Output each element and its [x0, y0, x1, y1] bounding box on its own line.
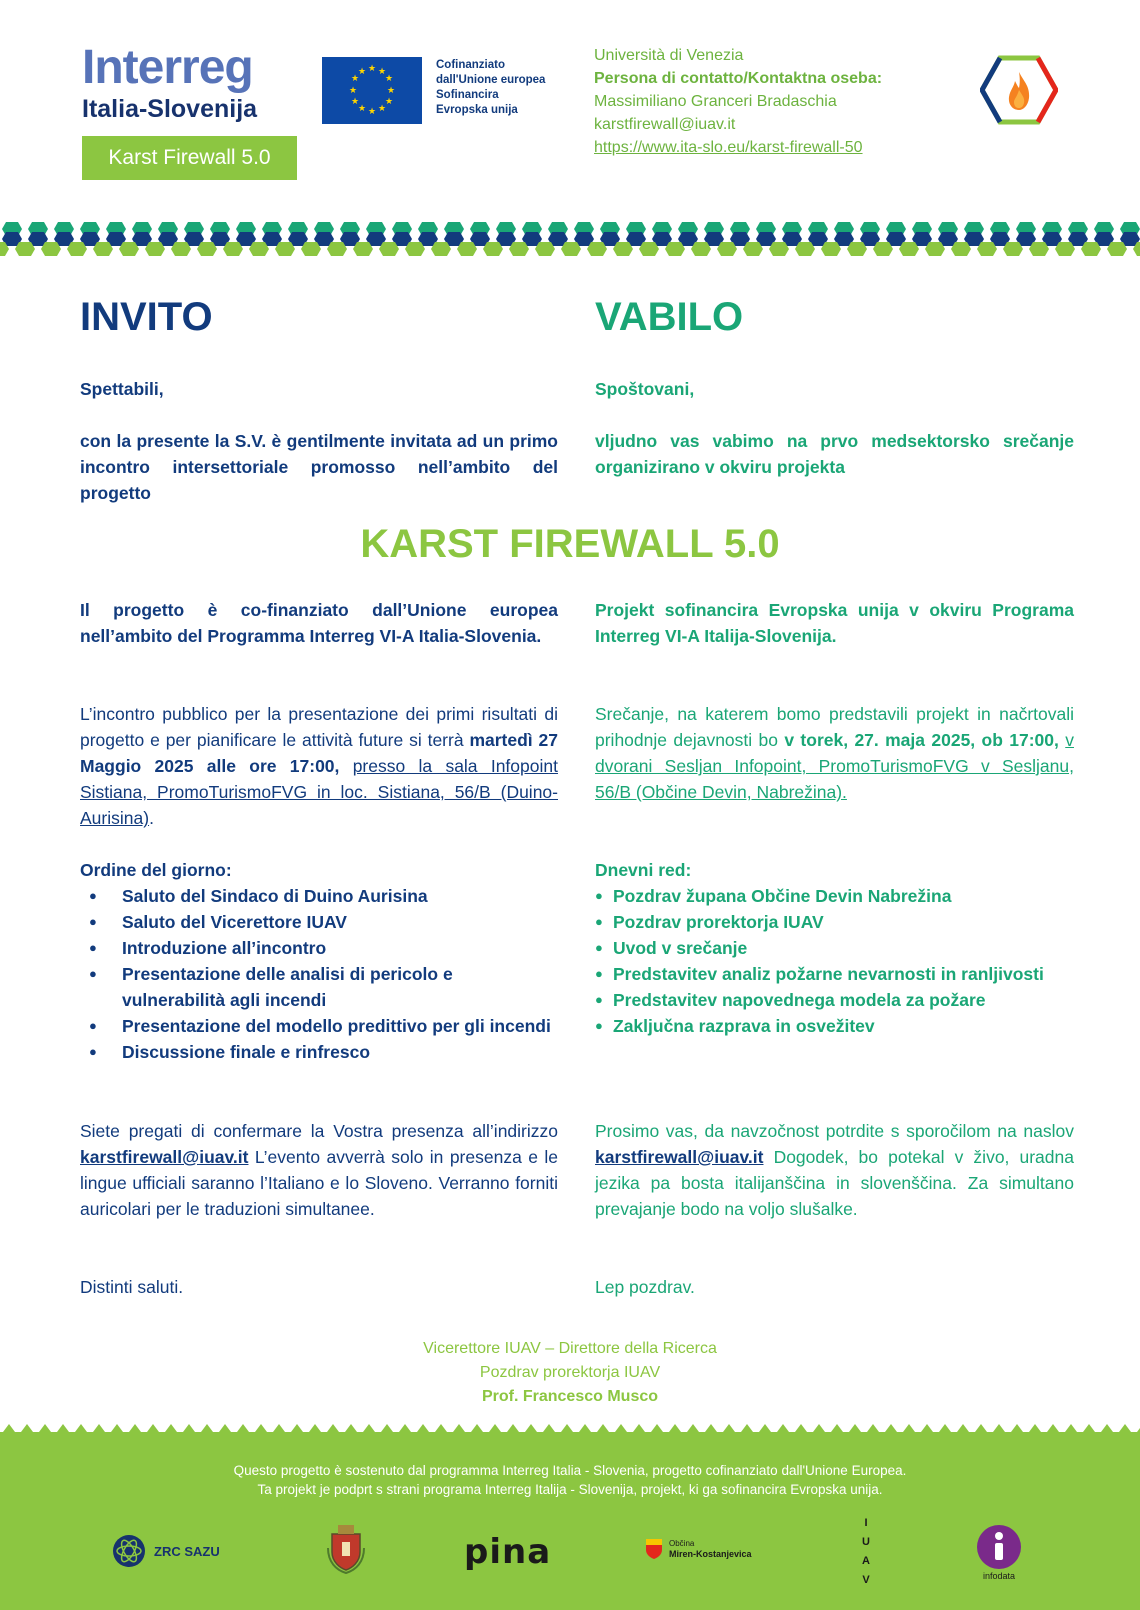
svg-text:★: ★: [350, 96, 360, 106]
funding-sl: Projekt sofinancira Evropska unija v okviru Programa Interreg VI-A Italija-Slovenija.: [595, 600, 1074, 646]
list-item: ● Predstavitev napovednega modela za požare: [595, 987, 1074, 1013]
karst-firewall-hex-logo: [980, 54, 1058, 131]
eu-line-1: Cofinanziato: [436, 59, 505, 71]
svg-text:★: ★: [357, 66, 367, 76]
rsvp-it: [80, 1118, 558, 1222]
institution: Università di Venezia: [594, 47, 744, 64]
iuav-letter: A: [862, 1555, 870, 1567]
duino-aurisina-crest-logo: [326, 1522, 366, 1579]
zrc-sazu-label: ZRC SAZU: [154, 1543, 220, 1559]
agenda-it-list: [80, 883, 558, 1065]
list-item: ● Pozdrav župana Občine Devin Nabrežina: [595, 883, 1074, 909]
project-badge: Karst Firewall 5.0: [82, 136, 297, 180]
list-item: ● Discussione finale e rinfresco: [80, 1039, 558, 1065]
meeting-it: [80, 701, 558, 831]
signature-name: Prof. Francesco Musco: [481, 1388, 659, 1405]
list-item: ● Presentazione del modello predittivo per gli incendi: [80, 1013, 558, 1039]
meeting-sl-pre: Srečanje, na katerem bomo predstavili projekt in načrtovali prihodnje dejavnosti bo: [595, 704, 1074, 750]
salutation-sl: Spoštovani,: [595, 379, 695, 399]
list-item: ● Zaključna razprava in osvežitev: [595, 1013, 1074, 1039]
svg-text:★: ★: [357, 103, 367, 113]
iuav-letter: I: [864, 1517, 868, 1529]
agenda-sl-title: Dnevni red:: [595, 860, 692, 880]
svg-text:★: ★: [384, 96, 394, 106]
obcina-shield-icon: [645, 1538, 663, 1560]
fire-hexagon-icon: [980, 54, 1058, 126]
meeting-it-place: presso la sala Infopoint Sistiana, PromoTurismoFVG in loc. Sistiana, 56/B (Duino-Aurisina): [80, 756, 558, 828]
list-item: ● Pozdrav prorektorja IUAV: [595, 909, 1074, 935]
eu-line-2: dall'Unione europea: [436, 74, 546, 86]
svg-text:★: ★: [350, 73, 360, 83]
eu-line-4: Evropska unija: [436, 104, 518, 116]
pina-logo: pina: [464, 1532, 552, 1572]
meeting-it-end: .: [149, 808, 154, 828]
eu-flag-icon: [322, 57, 422, 124]
intro-sl: vljudno vas vabimo na prvo medsektorsko srečanje organizirano v okviru projekta: [595, 431, 1074, 477]
agenda-sl: [595, 857, 1074, 1039]
list-item: ● Predstavitev analiz požarne nevarnosti in ranljivosti: [595, 961, 1074, 987]
rsvp-email-link-sl[interactable]: karstfirewall@iuav.it: [595, 1147, 764, 1167]
contact-email[interactable]: karstfirewall@iuav.it: [594, 116, 736, 133]
svg-text:★: ★: [377, 66, 387, 76]
meeting-sl-date: v torek, 27. maja 2025, ob 17:00,: [784, 730, 1059, 750]
municipal-crest-icon: [326, 1522, 366, 1574]
agenda-it-title: Ordine del giorno:: [80, 860, 232, 880]
iuav-letter: U: [862, 1536, 870, 1548]
rsvp-sl-pre: Prosimo vas, da navzočnost potrdite s sporočilom na naslov: [595, 1121, 1074, 1141]
list-item: ● Saluto del Sindaco di Duino Aurisina: [80, 883, 558, 909]
footer-text: [0, 1461, 1140, 1499]
interreg-area: Italia-Slovenija: [82, 95, 258, 123]
footer-line-sl: Ta projekt je podprt s strani programa Interreg Italija - Slovenija, projekt, ki ga sofinancira Evropska unija.: [257, 1482, 883, 1497]
iuav-logo: [857, 1514, 875, 1590]
funding-it: Il progetto è co-finanziato dall’Unione europea nell’ambito del Programma Interreg VI-A Italia-Slovenia.: [80, 600, 558, 646]
obcina-miren-logo: [645, 1538, 752, 1560]
info-i-icon: [976, 1524, 1022, 1570]
svg-text:★: ★: [386, 85, 396, 95]
signature-role-sl: Pozdrav prorektorja IUAV: [479, 1364, 661, 1381]
salutation-it: Spettabili,: [80, 379, 164, 399]
interreg-logo-word: Interreg: [82, 41, 253, 94]
footer-band: [0, 1432, 1140, 1610]
contact-label: Persona di contatto/Kontaktna oseba:: [594, 70, 883, 87]
eu-cofunding-text: [436, 58, 545, 118]
svg-text:★: ★: [367, 63, 377, 73]
heading-vabilo: VABILO: [595, 295, 744, 339]
closing-it: Distinti saluti.: [80, 1277, 184, 1297]
svg-text:★: ★: [377, 103, 387, 113]
decorative-hex-pattern: [0, 220, 1140, 260]
list-item: ● Saluto del Vicerettore IUAV: [80, 909, 558, 935]
project-title: KARST FIREWALL 5.0: [360, 522, 780, 566]
obcina-small-label: Občina: [669, 1539, 695, 1548]
meeting-sl: [595, 701, 1074, 805]
rsvp-sl: [595, 1118, 1074, 1222]
list-item: ● Introduzione all’incontro: [80, 935, 558, 961]
footer-wave-edge: [0, 1422, 1140, 1436]
eu-line-3: Sofinancira: [436, 89, 499, 101]
svg-text:★: ★: [367, 106, 377, 116]
svg-text:★: ★: [348, 85, 358, 95]
agenda-it: [80, 857, 558, 1065]
rsvp-it-pre: Siete pregati di confermare la Vostra presenza all’indirizzo: [80, 1121, 558, 1141]
rsvp-email-link-it[interactable]: karstfirewall@iuav.it: [80, 1147, 249, 1167]
iuav-letter: V: [862, 1574, 870, 1586]
agenda-sl-list: [595, 883, 1074, 1039]
obcina-text: [669, 1538, 752, 1560]
contact-name: Massimiliano Granceri Bradaschia: [594, 93, 837, 110]
meeting-it-pre: L’incontro pubblico per la presentazione dei primi risultati di progetto e per pianificare le attività future si terrà: [80, 704, 558, 750]
meeting-it-date: martedì 27 Maggio 2025 alle ore 17:00,: [80, 730, 558, 776]
rsvp-it-post: L’evento avverrà solo in presenza e le lingue ufficiali saranno l’Italiano e lo Sloveno. Verranno forniti auricolari per le traduzioni simultanee.: [80, 1147, 558, 1219]
zrc-atom-icon: [112, 1534, 146, 1568]
list-item: ● Presentazione delle analisi di pericolo e vulnerabilità agli incendi: [80, 961, 558, 1013]
project-url-link[interactable]: https://www.ita-slo.eu/karst-firewall-50: [594, 139, 863, 156]
closing-sl: Lep pozdrav.: [595, 1277, 695, 1297]
infodata-logo: [973, 1524, 1025, 1581]
obcina-name-label: Miren-Kostanjevica: [669, 1549, 752, 1559]
contact-block: [594, 44, 882, 159]
svg-text:★: ★: [384, 73, 394, 83]
list-item: ● Uvod v srečanje: [595, 935, 1074, 961]
eu-stars-icon: [322, 57, 422, 124]
infodata-label: infodata: [982, 1571, 1016, 1581]
heading-invito: INVITO: [80, 295, 213, 339]
meeting-sl-place: v dvorani Sesljan Infopoint, PromoTurismoFVG v Sesljanu, 56/B (Občine Devin, Nabrežina).: [595, 730, 1074, 802]
rsvp-sl-post: Dogodek, bo potekal v živo, uradna jezika pa bosta italijanščina in slovenščina. Za simultano prevajanje bodo na voljo slušalke.: [595, 1147, 1074, 1219]
zrc-sazu-logo: [112, 1534, 220, 1568]
intro-it: con la presente la S.V. è gentilmente invitata ad un primo incontro intersettoriale promosso nell’ambito del progetto: [80, 431, 558, 503]
footer-line-it: Questo progetto è sostenuto dal programma Interreg Italia - Slovenia, progetto cofinanziato dall'Unione Europea.: [233, 1463, 907, 1478]
signature-role-it: Vicerettore IUAV – Direttore della Ricerca: [423, 1340, 717, 1357]
